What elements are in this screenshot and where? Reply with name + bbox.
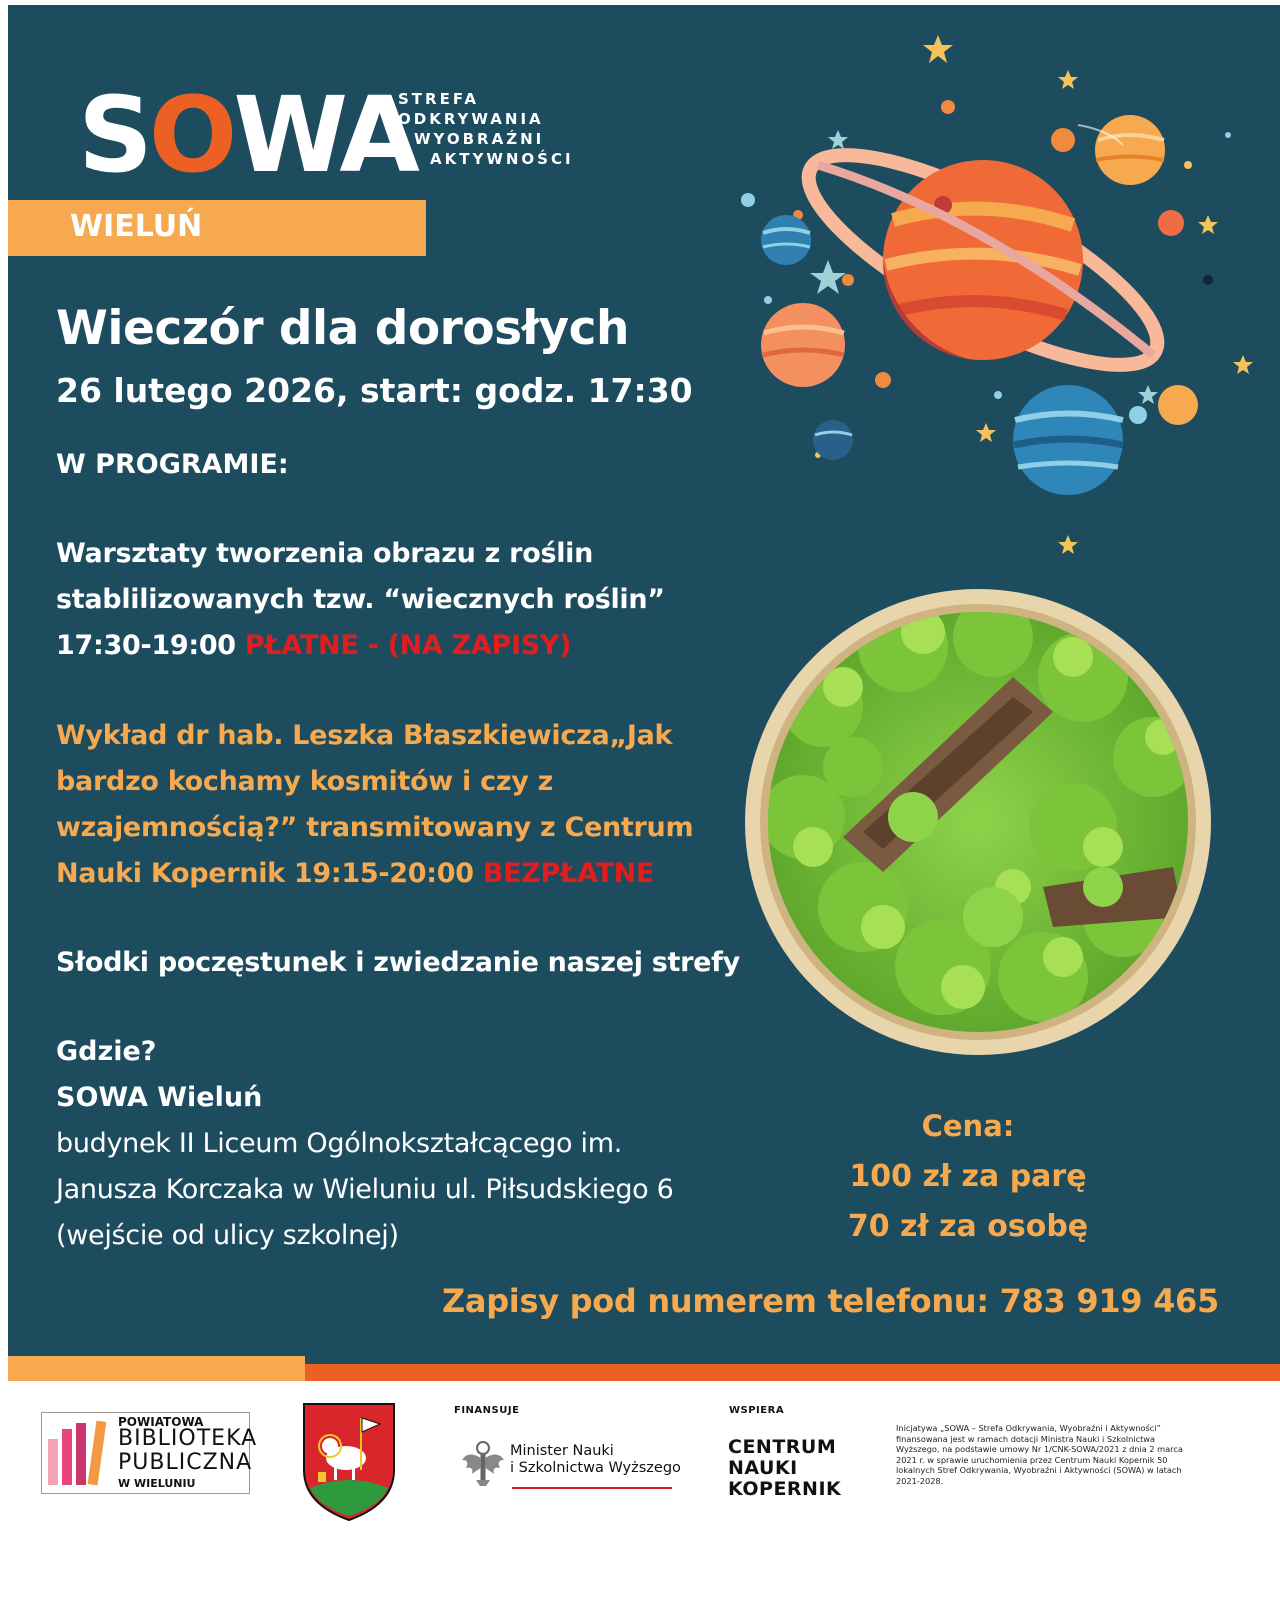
event-date: 26 lutego 2026, start: godz. 17:30 bbox=[56, 371, 693, 410]
lecture-line-4: Nauki Kopernik 19:15-20:00 bbox=[56, 858, 474, 889]
signup-phone: Zapisy pod numerem telefonu: 783 919 465 bbox=[442, 1282, 1219, 1320]
workshop-status: PŁATNE - (NA ZAPISY) bbox=[244, 630, 572, 661]
eagle-emblem-icon bbox=[460, 1438, 506, 1488]
logo-tagline-2: ODKRYWANIA bbox=[398, 110, 544, 128]
cnk-logo bbox=[728, 1437, 841, 1500]
event-title: Wieczór dla dorosłych bbox=[56, 301, 629, 356]
ministry-text bbox=[510, 1443, 681, 1477]
poster bbox=[8, 5, 1280, 1381]
coat-of-arms-icon bbox=[300, 1400, 398, 1524]
workshop-line-1: Warsztaty tworzenia obrazu z roślin bbox=[56, 538, 594, 569]
location-question: Gdzie? bbox=[56, 1036, 157, 1067]
library-line-1: POWIATOWA bbox=[118, 1415, 204, 1429]
address-line-3: (wejście od ulicy szkolnej) bbox=[56, 1220, 399, 1251]
library-logo bbox=[41, 1412, 258, 1494]
sowa-logo bbox=[78, 74, 598, 196]
library-line-2: BIBLIOTEKA bbox=[118, 1426, 258, 1451]
orange-strip-dark bbox=[305, 1364, 1280, 1381]
price-pair: 100 zł za parę bbox=[849, 1159, 1087, 1194]
logo-tagline-1: STREFA bbox=[398, 90, 479, 108]
lecture-line-2: bardzo kochamy kosmitów i czy z bbox=[56, 766, 554, 797]
library-line-3: PUBLICZNA bbox=[118, 1450, 253, 1475]
lecture-line-1: Wykład dr hab. Leszka Błaszkiewicza„Jak bbox=[56, 720, 673, 751]
location-name: SOWA Wieluń bbox=[56, 1082, 263, 1113]
orange-strip-light bbox=[8, 1356, 305, 1381]
workshop-time: 17:30-19:00 bbox=[56, 630, 236, 661]
ministry-line-1: Minister Nauki bbox=[510, 1443, 614, 1459]
funding-note: Inicjatywa „SOWA – Strefa Odkrywania, Wyobraźni i Aktywności” finansowana jest w ramach dotacji Ministra Nauki i Szkolnictwa Wyższego, na podstawie umowy Nr 1/CNK-SOWA/2021 z dnia 2 marca 2021 r. w sprawie uruchomienia przez Centrum Nauki Kopernik 50 lokalnych Stref Odkrywania, Wyobraźni i Aktywności (SOWA) w latach 2021-2028. bbox=[896, 1423, 1183, 1486]
moss-picture bbox=[743, 587, 1213, 1057]
logo-word: SOWA bbox=[78, 74, 416, 196]
price-label: Cena: bbox=[921, 1109, 1015, 1143]
logo-tagline-4: AKTYWNOŚCI bbox=[430, 150, 574, 168]
library-books-icon bbox=[46, 1419, 114, 1487]
logo-tagline-3: WYOBRAŹNI bbox=[414, 130, 545, 148]
library-line-4: W WIELUNIU bbox=[118, 1477, 196, 1490]
lecture-status: BEZPŁATNE bbox=[482, 858, 655, 889]
treat-line: Słodki poczęstunek i zwiedzanie naszej strefy bbox=[56, 947, 740, 978]
program-heading: W PROGRAMIE: bbox=[56, 449, 289, 480]
lecture-time-row bbox=[56, 851, 654, 897]
ministry-line-2: i Szkolnictwa Wyższego bbox=[510, 1460, 681, 1476]
cnk-line-3: KOPERNIK bbox=[728, 1478, 842, 1500]
address-line-1: budynek II Liceum Ogólnokształcącego im. bbox=[56, 1128, 623, 1159]
workshop-time-row bbox=[56, 623, 571, 669]
cnk-line-1: CENTRUM bbox=[728, 1436, 837, 1458]
funds-label: FINANSUJE bbox=[454, 1405, 520, 1416]
space-illustration bbox=[668, 15, 1268, 585]
cnk-line-2: NAUKI bbox=[728, 1457, 798, 1479]
price-single: 70 zł za osobę bbox=[847, 1209, 1089, 1244]
ministry-underline bbox=[512, 1487, 672, 1489]
address-line-2: Janusza Korczaka w Wieluniu ul. Piłsudskiego 6 bbox=[56, 1174, 674, 1205]
workshop-line-2: stablilizowanych tzw. “wiecznych roślin” bbox=[56, 584, 665, 615]
city-label: WIELUŃ bbox=[70, 209, 203, 244]
supports-label: WSPIERA bbox=[729, 1405, 785, 1416]
lecture-line-3: wzajemnością?” transmitowany z Centrum bbox=[56, 812, 694, 843]
